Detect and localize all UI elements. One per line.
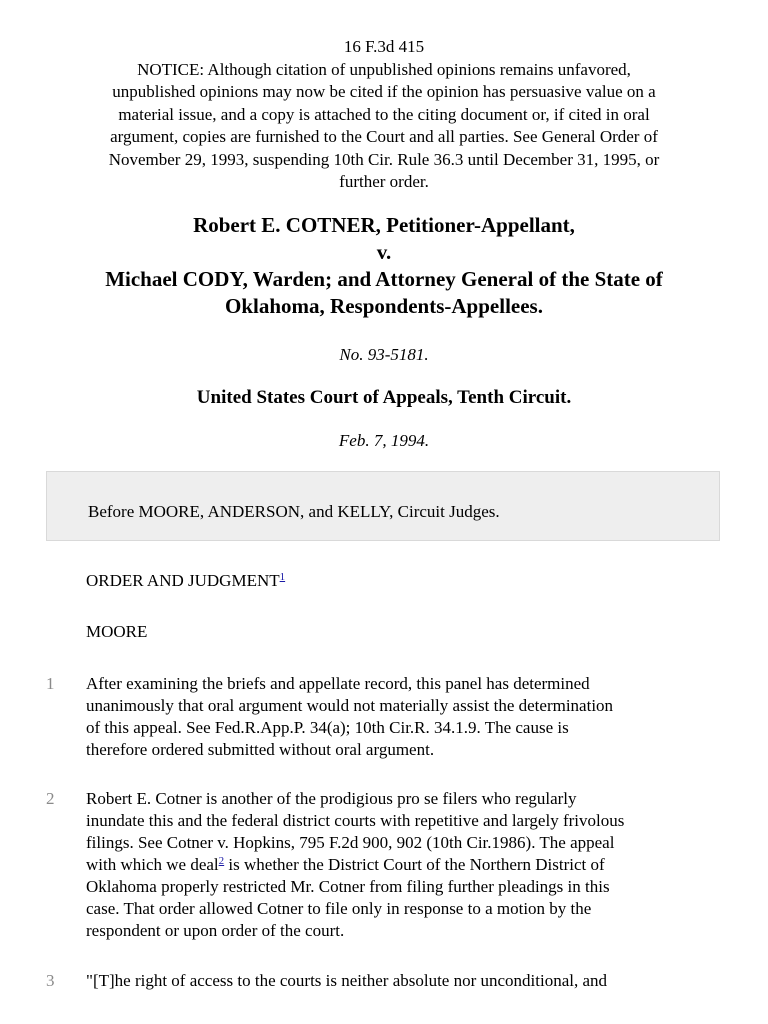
notice-header [40, 36, 728, 194]
decision-date: Feb. 7, 1994. [338, 431, 430, 450]
paragraph-line: of this appeal. See Fed.R.App.P. 34(a); 10th Cir.R. 34.1.9. The cause is [86, 718, 569, 737]
judges-panel-text: Before MOORE, ANDERSON, and KELLY, Circuit Judges. [88, 502, 500, 521]
paragraph-line-with-footnote [86, 854, 726, 876]
paragraph-number: 2 [46, 789, 55, 808]
opinion-author: MOORE [86, 622, 148, 641]
judges-panel-box [46, 471, 720, 541]
paragraph-number: 1 [46, 674, 55, 693]
paragraph-line: Oklahoma properly restricted Mr. Cotner from filing further pleadings in this [86, 877, 610, 896]
order-title-text: ORDER AND JUDGMENT [86, 571, 280, 590]
inline-prefix: with which we deal [86, 855, 219, 874]
caption-appellee: Michael CODY, Warden; and Attorney General of the State of [105, 267, 663, 291]
paragraph-2 [86, 788, 726, 942]
notice-line: NOTICE: Although citation of unpublished opinions remains unfavored, [137, 59, 631, 79]
paragraph-line: Robert E. Cotner is another of the prodigious pro se filers who regularly [86, 789, 577, 808]
paragraph-1 [86, 673, 726, 761]
notice-line: November 29, 1993, suspending 10th Cir. Rule 36.3 until December 31, 1995, or [108, 149, 660, 169]
order-title [86, 570, 285, 592]
notice-line: argument, copies are furnished to the Court and all parties. See General Order of [110, 127, 658, 146]
paragraph-line: "[T]he right of access to the courts is neither absolute nor unconditional, and [86, 971, 608, 990]
paragraph-line: respondent or upon order of the court. [86, 921, 345, 940]
paragraph-line: filings. See Cotner v. Hopkins, 795 F.2d 900, 902 (10th Cir.1986). The appeal [86, 833, 615, 852]
court-name: United States Court of Appeals, Tenth Circuit. [196, 387, 572, 408]
caption-appellee-cont: Oklahoma, Respondents-Appellees. [225, 294, 543, 318]
paragraph-line-rest: is whether the District Court of the Northern District of [228, 855, 605, 874]
caption-appellant: Robert E. COTNER, Petitioner-Appellant, [193, 213, 575, 237]
paragraph-line: case. That order allowed Cotner to file only in response to a motion by the [86, 899, 592, 918]
paragraph-line: therefore ordered submitted without oral argument. [86, 740, 435, 759]
footnote-link-2[interactable]: 2 [218, 855, 225, 867]
notice-line: further order. [339, 172, 429, 191]
notice-line: unpublished opinions may now be cited if the opinion has persuasive value on a [112, 82, 656, 101]
paragraph-3 [86, 970, 726, 992]
paragraph-number: 3 [46, 971, 55, 990]
paragraph-line: After examining the briefs and appellate record, this panel has determined [86, 674, 590, 693]
caption-versus: v. [376, 240, 392, 264]
case-caption [40, 212, 728, 320]
paragraph-line: unanimously that oral argument would not materially assist the determination [86, 696, 614, 715]
footnote-link-1[interactable]: 1 [279, 571, 286, 583]
reporter-citation: 16 F.3d 415 [343, 37, 425, 56]
paragraph-line: inundate this and the federal district courts with repetitive and largely frivolous [86, 811, 625, 830]
docket-number: No. 93-5181. [339, 345, 429, 364]
notice-line: material issue, and a copy is attached to the citing document or, if cited in oral [118, 104, 650, 124]
